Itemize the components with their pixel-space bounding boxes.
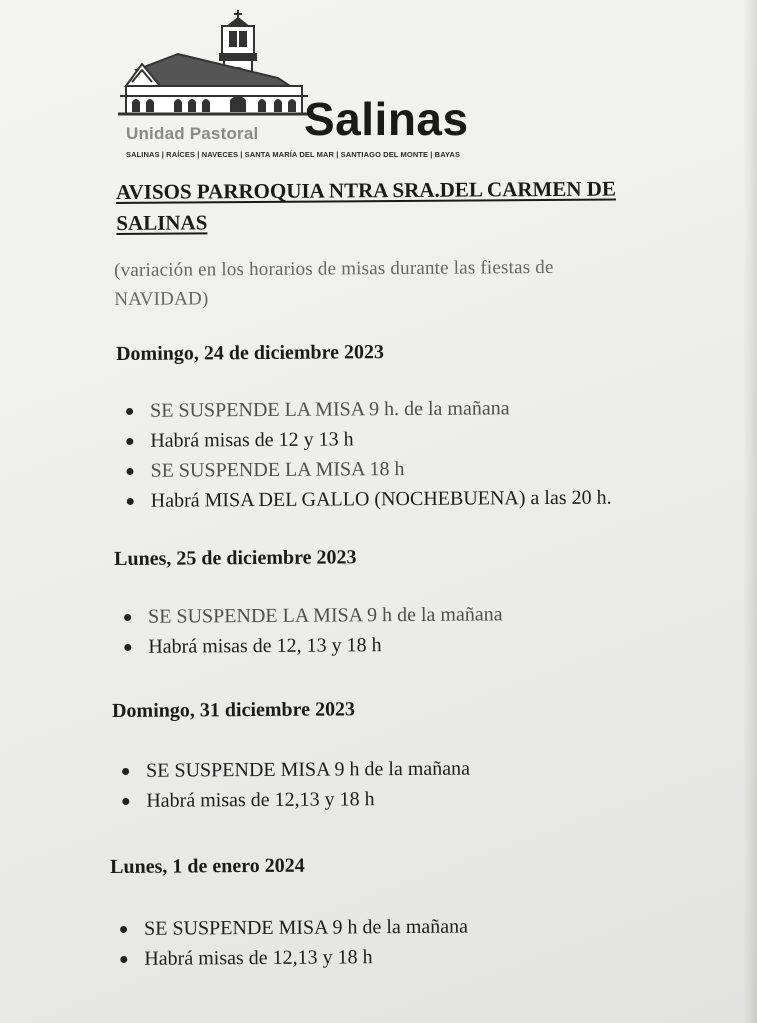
logo-salinas: Salinas <box>304 93 469 145</box>
title-line-2: SALINAS <box>116 210 208 235</box>
section-list-dec-31 <box>118 754 470 816</box>
list-item <box>120 599 503 632</box>
bullet-icon <box>126 408 133 415</box>
list-item <box>123 483 612 516</box>
list-item-text: SE SUSPENDE MISA 9 h de la mañana <box>144 915 469 940</box>
list-item <box>116 912 468 944</box>
title-line-1: AVISOS PARROQUIA NTRA SRA.DEL CARMEN DE <box>116 176 616 204</box>
logo-places-list: SALINAS | RAÍCES | NAVECES | SANTA MARÍA DEL MAR | SANTIAGO DEL MONTE | BAYAS <box>126 150 461 159</box>
parish-logo <box>118 8 498 158</box>
church-logo-icon <box>118 8 318 130</box>
section-heading-dec-31: Domingo, 31 diciembre 2023 <box>112 698 356 722</box>
list-item <box>122 393 611 426</box>
document-title <box>116 173 716 239</box>
section-heading-dec-25: Lunes, 25 de diciembre 2023 <box>114 546 357 570</box>
list-item <box>122 453 611 486</box>
bullet-icon <box>120 926 127 933</box>
list-item-text: SE SUSPENDE LA MISA 18 h <box>150 458 405 482</box>
bullet-icon <box>127 498 134 505</box>
list-item-text: SE SUSPENDE LA MISA 9 h. de la mañana <box>150 397 510 422</box>
list-item <box>120 629 503 662</box>
bullet-icon <box>124 644 131 651</box>
logo-unidad-pastoral: Unidad Pastoral <box>126 124 259 143</box>
section-heading-jan-1: Lunes, 1 de enero 2024 <box>110 854 305 878</box>
list-item <box>118 784 470 816</box>
list-item-text: Habrá misas de 12, 13 y 18 h <box>148 634 382 658</box>
list-item-text: Habrá misas de 12,13 y 18 h <box>146 788 375 812</box>
section-heading-dec-24: Domingo, 24 de diciembre 2023 <box>116 341 385 365</box>
bullet-icon <box>120 956 127 963</box>
subtitle-line-2: NAVIDAD) <box>114 288 209 310</box>
section-list-jan-1 <box>116 912 468 974</box>
list-item <box>122 423 611 456</box>
section-list-dec-25 <box>120 599 503 662</box>
bullet-icon <box>126 438 133 445</box>
bullet-icon <box>122 768 129 775</box>
document-subtitle <box>114 252 714 314</box>
list-item <box>118 754 470 786</box>
bullet-icon <box>124 614 131 621</box>
list-item-text: SE SUSPENDE LA MISA 9 h de la mañana <box>148 603 503 628</box>
list-item <box>116 942 468 974</box>
list-item-text: Habrá misas de 12 y 13 h <box>150 428 354 452</box>
list-item-text: Habrá misas de 12,13 y 18 h <box>144 946 373 970</box>
section-list-dec-24 <box>122 393 612 516</box>
list-item-text: Habrá MISA DEL GALLO (NOCHEBUENA) a las 20 h. <box>150 486 612 512</box>
bullet-icon <box>122 798 129 805</box>
page-edge-shadow <box>743 0 757 1023</box>
list-item-text: SE SUSPENDE MISA 9 h de la mañana <box>146 757 471 782</box>
bullet-icon <box>127 468 134 475</box>
subtitle-line-1: (variación en los horarios de misas durante las fiestas de <box>114 256 554 281</box>
